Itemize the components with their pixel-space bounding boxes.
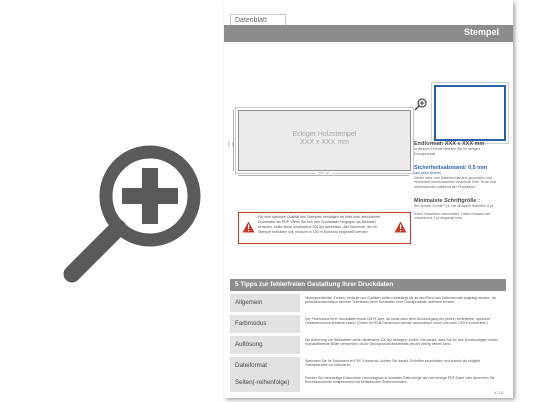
width-dimension	[238, 172, 409, 178]
endformat-text: In diesem Format erhalten Sie Ihr fertiges Druckprodukt.	[414, 147, 481, 156]
tip-text: Speichern Sie Ihr Dokument im PDF-Format ab. Achten Sie darauf, Schriften einzubetten und sowohl als möglich Transparenzen zu reduzieren.	[305, 359, 481, 368]
tip-text: Die Auflösung von Bilddateien sollte mindestens 300 dpi betragen. Achten Sie darauf, dass Sie für Ihre Druckvorlagen immer hochauflösende Bilder verwenden, da Ihr Druckprodukt andernfalls (leicht) pixelig wirken kann.	[305, 338, 498, 347]
font-size-text-2: Keine Haarlinien verwenden. Linien müssen mit mindestens 1 pt angelegt sein.	[414, 211, 490, 220]
endformat-title: Endformat: XXX x XXX mm	[414, 141, 485, 147]
tips-header	[230, 279, 506, 291]
stamp-preview	[238, 110, 411, 171]
safety-margin-info	[414, 165, 502, 189]
tip-row	[230, 336, 506, 354]
warning-box	[238, 212, 411, 244]
endformat-info	[414, 141, 502, 156]
tip-row	[230, 315, 506, 333]
tip-label: Auflösung	[230, 336, 300, 354]
format-thumbnail	[434, 85, 506, 141]
width-label: XXX mm	[318, 171, 330, 175]
zoom-in-icon[interactable]	[50, 128, 220, 298]
title-bar	[224, 25, 513, 42]
tips-title: 5 Tipps zur fehlerfreien Gestaltung Ihrer Druckdaten	[235, 281, 394, 288]
tip-label: Seiten(-reihenfolge)	[230, 374, 300, 392]
warning-icon	[394, 221, 407, 233]
warning-text: Für eine optimale Qualität des Stempels benötigen wir bitte eine vektorisierte Druckdatei als PDF. Wenn Sie uns Ihre Druckdaten hingegen als Bilddatei schicken, sollte diese mindestens 300 dpi aufweisen. Alle Elemente, die Ihr Stempel enthalten soll, müssen in 100 % Schwarz eingestellt werden.	[258, 215, 381, 234]
tip-row	[230, 374, 506, 392]
safety-margin-sub: (auf allen Seiten)	[414, 171, 442, 175]
tip-label: Farbmodus	[230, 315, 300, 333]
tip-text: Der Farbmodus Ihrer Druckdaten muss CMYK sein, da sonst nach dem Druckvorgang ein (leicht) veränderter, optischer Gesamteindruck entstehen kann. (Daten im RGB-Farbmodus werden automatisch durch uns nach CMYK konvertiert.)	[305, 317, 491, 326]
tip-text: Senden Sie mehrseitige Dokumente chronologisch in korrekter Reihenfolge als eine einzige PDF-Datei oder benennen Sie Einzeldokumente entsprechend mit fortlaufenden Seitennummern.	[305, 376, 495, 385]
tip-text: Hintergrundbilder, Farben, Verläufe und Grafiken sollten unbedingt bis an den Rand des Datenformats angelegt werden, da produktionstechnisch kleinere Toleranzen beim Schneiden Ihrer Druckprodukte auftreten können.	[305, 296, 496, 305]
datasheet-preview	[224, 0, 513, 398]
height-dimension	[227, 110, 236, 171]
font-size-info	[414, 198, 502, 221]
tip-label: Allgemein	[230, 294, 300, 312]
safety-margin-title: Sicherheitsabstand: 0,5 mm	[414, 165, 488, 171]
version-label: V. 1.0	[494, 391, 503, 395]
font-size-text: Bei dünner Schrift 7 pt, bei dickeren Schriften 6 pt.	[414, 204, 495, 208]
datasheet-tab: Datenblatt	[230, 14, 286, 26]
warning-icon	[242, 221, 255, 233]
safety-margin-text: Dieser wird vom Datenformat aus gemessen und verhindert unerwünschten Anschnitt Ihrer Texte und Informationen während der Produktion.	[414, 175, 496, 189]
stamp-label-line1: Eckiger Holzstempel	[292, 131, 357, 138]
page-title: Stempel	[463, 27, 499, 37]
tip-row	[230, 294, 506, 312]
font-size-title: Minimalste Schriftgröße :	[414, 198, 481, 204]
stamp-label	[239, 131, 410, 147]
tip-label: Dateiformat	[230, 357, 300, 375]
tip-row	[230, 357, 506, 375]
stamp-label-line2: XXX x XXX mm	[299, 139, 349, 146]
height-label: XXX mm	[227, 140, 235, 147]
zoom-in-icon[interactable]	[414, 97, 428, 111]
